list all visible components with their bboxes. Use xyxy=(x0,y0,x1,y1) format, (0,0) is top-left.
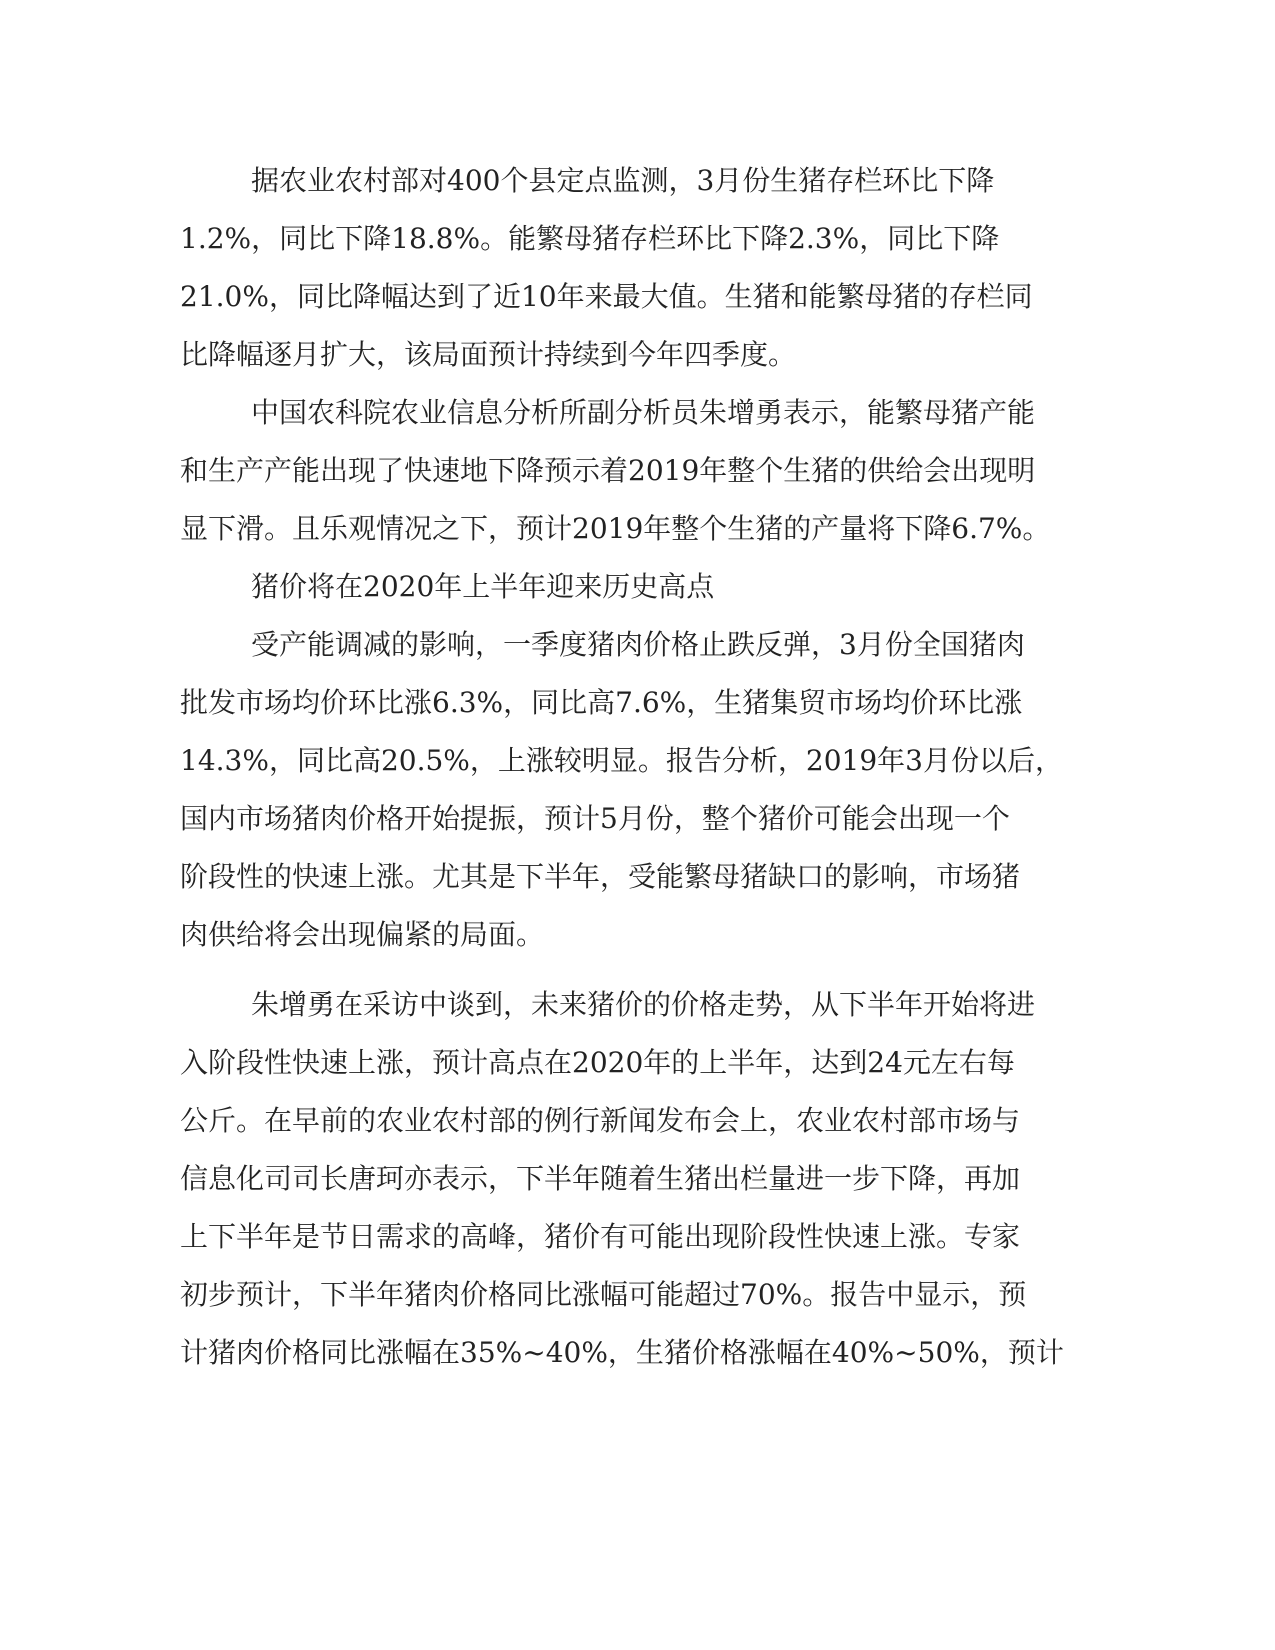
section-heading: 猪价将在2020年上半年迎来历史高点 xyxy=(251,570,715,603)
paragraph-3-line-2: 批发市场均价环比涨6.3%，同比高7.6%，生猪集贸市场均价环比涨 xyxy=(180,686,1023,719)
paragraph-1-line-3: 21.0%，同比降幅达到了近10年来最大值。生猪和能繁母猪的存栏同 xyxy=(180,280,1033,313)
paragraph-3-line-5: 阶段性的快速上涨。尤其是下半年，受能繁母猪缺口的影响，市场猪 xyxy=(180,860,1021,893)
paragraph-1-line-4: 比降幅逐月扩大，该局面预计持续到今年四季度。 xyxy=(180,338,797,371)
paragraph-4-line-4: 信息化司司长唐珂亦表示，下半年随着生猪出栏量进一步下降，再加 xyxy=(180,1162,1021,1195)
paragraph-4-line-6: 初步预计，下半年猪肉价格同比涨幅可能超过70%。报告中显示，预 xyxy=(180,1278,1027,1311)
paragraph-2-line-3: 显下滑。且乐观情况之下，预计2019年整个生猪的产量将下降6.7%。 xyxy=(180,512,1051,545)
paragraph-2-line-1: 中国农科院农业信息分析所副分析员朱增勇表示，能繁母猪产能 xyxy=(251,396,1036,429)
paragraph-4-line-3: 公斤。在早前的农业农村部的例行新闻发布会上，农业农村部市场与 xyxy=(180,1104,1021,1137)
paragraph-1-line-2: 1.2%，同比下降18.8%。能繁母猪存栏环比下降2.3%，同比下降 xyxy=(180,222,1000,255)
paragraph-3-line-1: 受产能调减的影响，一季度猪肉价格止跌反弹，3月份全国猪肉 xyxy=(251,628,1025,661)
paragraph-3-line-3: 14.3%，同比高20.5%，上涨较明显。报告分析，2019年3月份以后， xyxy=(180,744,1063,777)
paragraph-3-line-6: 肉供给将会出现偏紧的局面。 xyxy=(180,918,545,951)
paragraph-4-line-2: 入阶段性快速上涨，预计高点在2020年的上半年，达到24元左右每 xyxy=(180,1046,1015,1079)
paragraph-3-line-4: 国内市场猪肉价格开始提振，预计5月份，整个猪价可能会出现一个 xyxy=(180,802,1010,835)
paragraph-4-line-7: 计猪肉价格同比涨幅在35%~40%，生猪价格涨幅在40%~50%，预计 xyxy=(180,1336,1064,1369)
paragraph-4-line-5: 上下半年是节日需求的高峰，猪价有可能出现阶段性快速上涨。专家 xyxy=(180,1220,1021,1253)
paragraph-2-line-2: 和生产产能出现了快速地下降预示着2019年整个生猪的供给会出现明 xyxy=(180,454,1036,487)
paragraph-1-line-1: 据农业农村部对400个县定点监测，3月份生猪存栏环比下降 xyxy=(251,164,995,197)
paragraph-4-line-1: 朱增勇在采访中谈到，未来猪价的价格走势，从下半年开始将进 xyxy=(251,988,1036,1021)
